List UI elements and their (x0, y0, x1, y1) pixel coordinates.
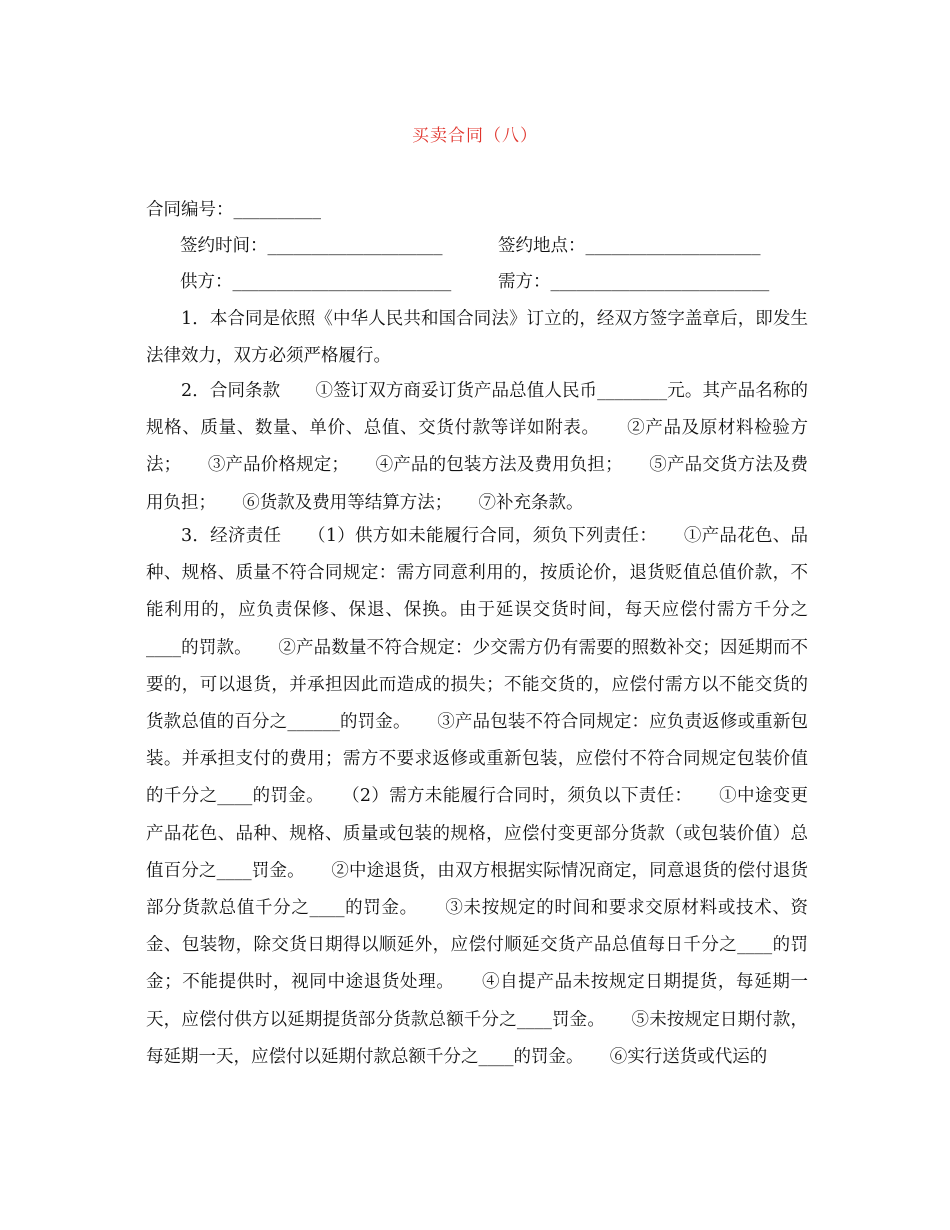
buyer-field: 需方：_________________________ (498, 272, 770, 292)
paragraph-2: 2．合同条款 ①签订双方商妥订货产品总值人民币________元。其产品名称的规格、质量、数量、单价、总值、交货付款等详如附表。 ②产品及原材料检验方法； ③产品价格规定； ④产品的包装方法及费用负担； ⑤产品交货方法及费用负担； ⑥货款及费用等结算方法； ⑦补充条款。 (146, 381, 808, 513)
supplier-field: 供方：_________________________ (180, 272, 452, 292)
paragraph-3: 3．经济责任 （1）供方如未能履行合同，须负下列责任： ①产品花色、品种、规格、质量不符合同规定：需方同意利用的，按质论价，退货贬值总值价款，不能利用的，应负责保修、保退、保换。由于延误交货时间，每天应偿付需方千分之____的罚款。 ②产品数量不符合规定：少交需方仍有需要的照数补交；因延期而不要的，可以退货，并承担因此而造成的损失；不能交货的，应偿付需方以不能交货的货款总值的百分之______的罚金。 ③产品包装不符合同规定：应负责返修或重新包装。并承担支付的费用；需方不要求返修或重新包装，应偿付不符合同规定包装价值的千分之____的罚金。 （2）需方未能履行合同时，须负以下责任： ①中途变更产品花色、品种、规格、质量或包装的规格，应偿付变更部分货款（或包装价值）总值百分之____罚金。 ②中途退货，由双方根据实际情况商定，同意退货的偿付退货部分货款总值千分之____的罚金。 ③未按规定的时间和要求交原材料或技术、资金、包装物，除交货日期得以顺延外，应偿付顺延交货产品总值每日千分之____的罚金；不能提供时，视同中途退货处理。 ④自提产品未按规定日期提货，每延期一天，应偿付供方以延期提货部分货款总额千分之____罚金。 ⑤未按规定日期付款，每延期一天，应偿付以延期付款总额千分之____的罚金。 ⑥实行送货或代运的 (146, 526, 808, 1067)
paragraph-1: 1．本合同是依照《中华人民共和国合同法》订立的，经双方签字盖章后，即发生法律效力，双方必须严格履行。 (146, 309, 808, 367)
document-title: 买卖合同（八） (412, 126, 538, 146)
sign-time-field: 签约时间：____________________ (180, 236, 443, 256)
contract-number-field: 合同编号：__________ (146, 200, 321, 220)
sign-place-field: 签约地点：____________________ (498, 236, 761, 256)
